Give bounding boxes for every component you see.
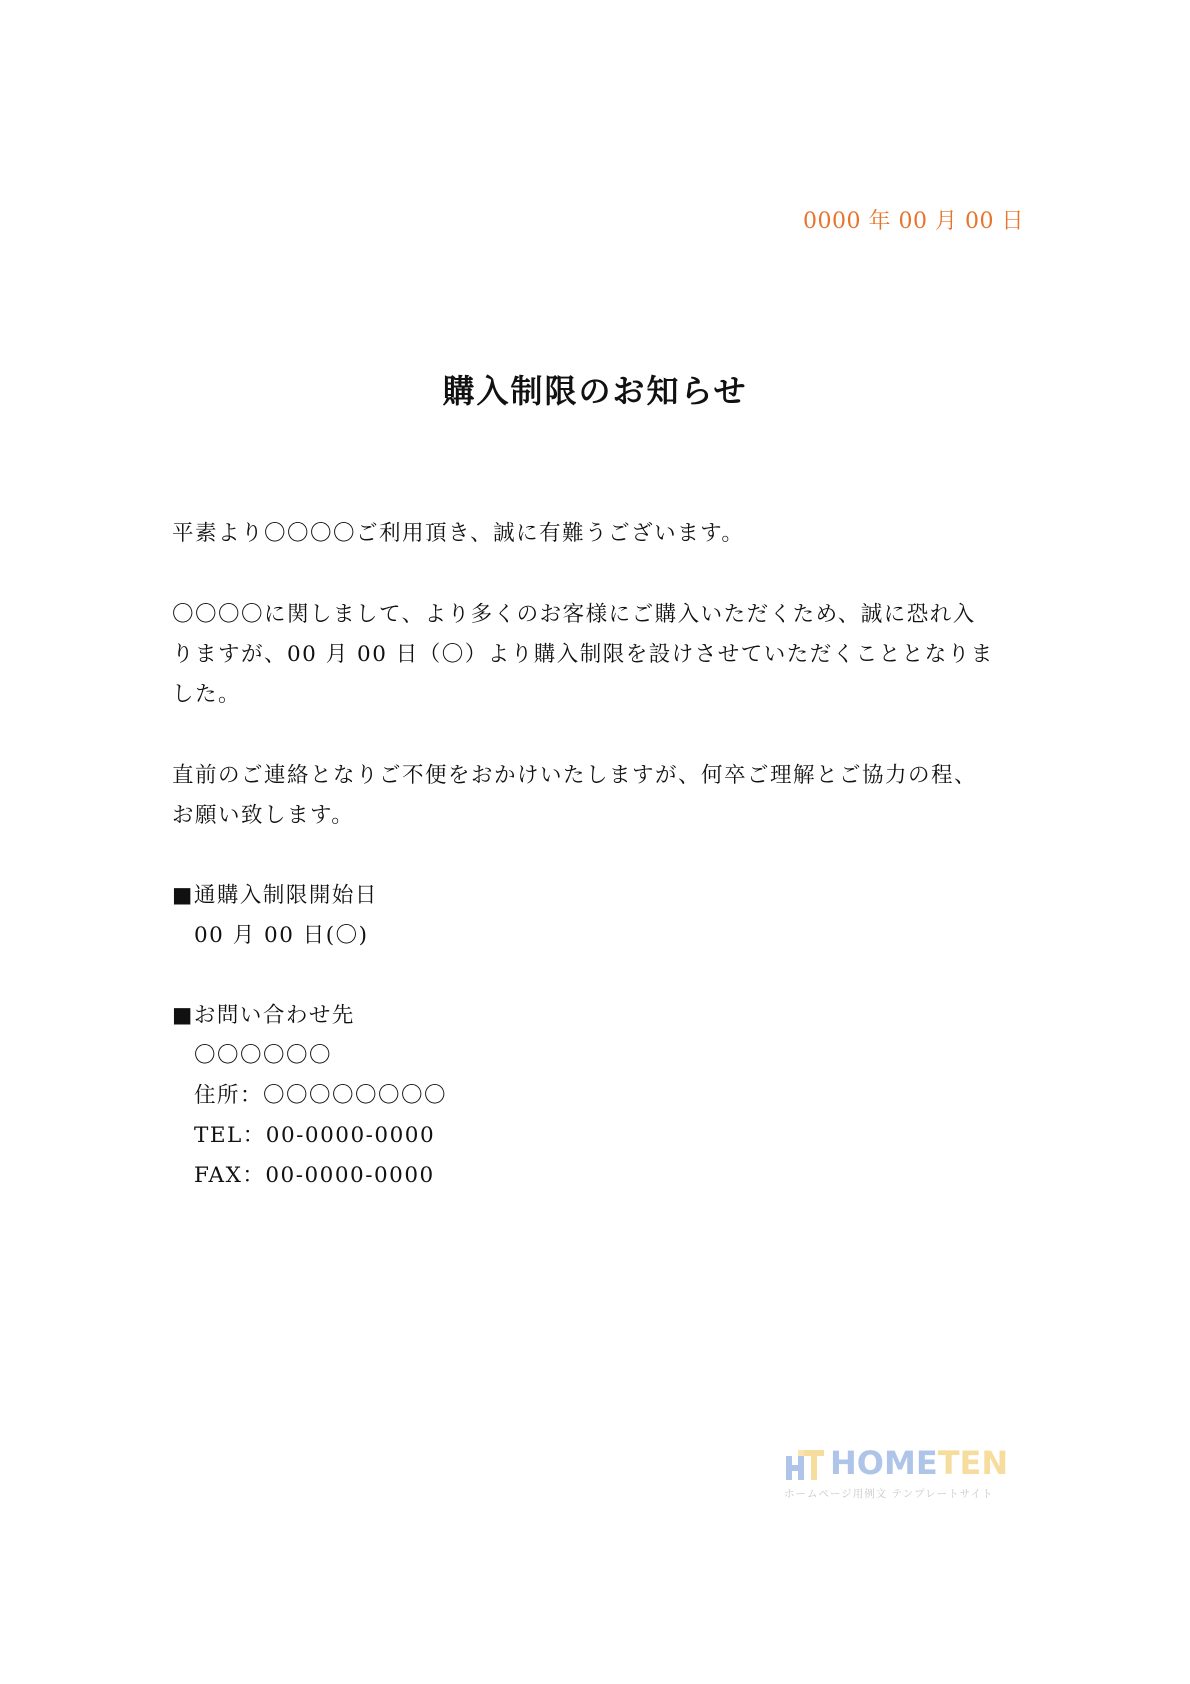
- apology-paragraph: [172, 756, 1022, 836]
- contact-address: 住所：〇〇〇〇〇〇〇〇: [194, 1083, 448, 1108]
- paragraph-line: 平素より〇〇〇〇ご利用頂き、誠に有難うございます。: [172, 521, 745, 546]
- paragraph-line: りますが、00 月 00 日（〇）より購入制限を設けさせていただくこととなりま: [172, 642, 994, 667]
- start-date-heading: ■通購入制限開始日: [172, 883, 378, 908]
- start-date-section: [172, 876, 1022, 956]
- logo-ten-text: TEN: [937, 1444, 1009, 1482]
- start-date-value: 00 月 00 日(〇): [194, 923, 369, 948]
- paragraph-line: した。: [172, 682, 242, 707]
- contact-heading: ■お問い合わせ先: [172, 1003, 355, 1028]
- contact-tel: TEL：00-0000-0000: [194, 1123, 436, 1148]
- notice-paragraph: [172, 595, 1022, 715]
- paragraph-line: 〇〇〇〇に関しまして、より多くのお客様にご購入いただくため、誠に恐れ入: [172, 602, 976, 627]
- document-title: 購入制限のお知らせ: [442, 372, 748, 410]
- contact-fax: FAX：00-0000-0000: [194, 1163, 435, 1188]
- contact-name: 〇〇〇〇〇〇: [194, 1043, 333, 1068]
- logo-home-text: HOME: [830, 1444, 938, 1482]
- greeting-paragraph: [172, 514, 1022, 554]
- contact-section: [172, 996, 1022, 1196]
- logo-subtitle: ホームページ用例文 テンプレートサイト: [784, 1488, 994, 1500]
- house-logo-icon: [784, 1446, 826, 1484]
- paragraph-line: 直前のご連絡となりご不便をおかけいたしますが、何卒ご理解とご協力の程、: [172, 763, 978, 788]
- hometen-logo: [784, 1446, 1014, 1506]
- document-date: 0000 年 00 月 00 日: [803, 209, 1024, 234]
- paragraph-line: お願い致します。: [172, 803, 355, 828]
- logo-wordmark: [830, 1444, 1008, 1482]
